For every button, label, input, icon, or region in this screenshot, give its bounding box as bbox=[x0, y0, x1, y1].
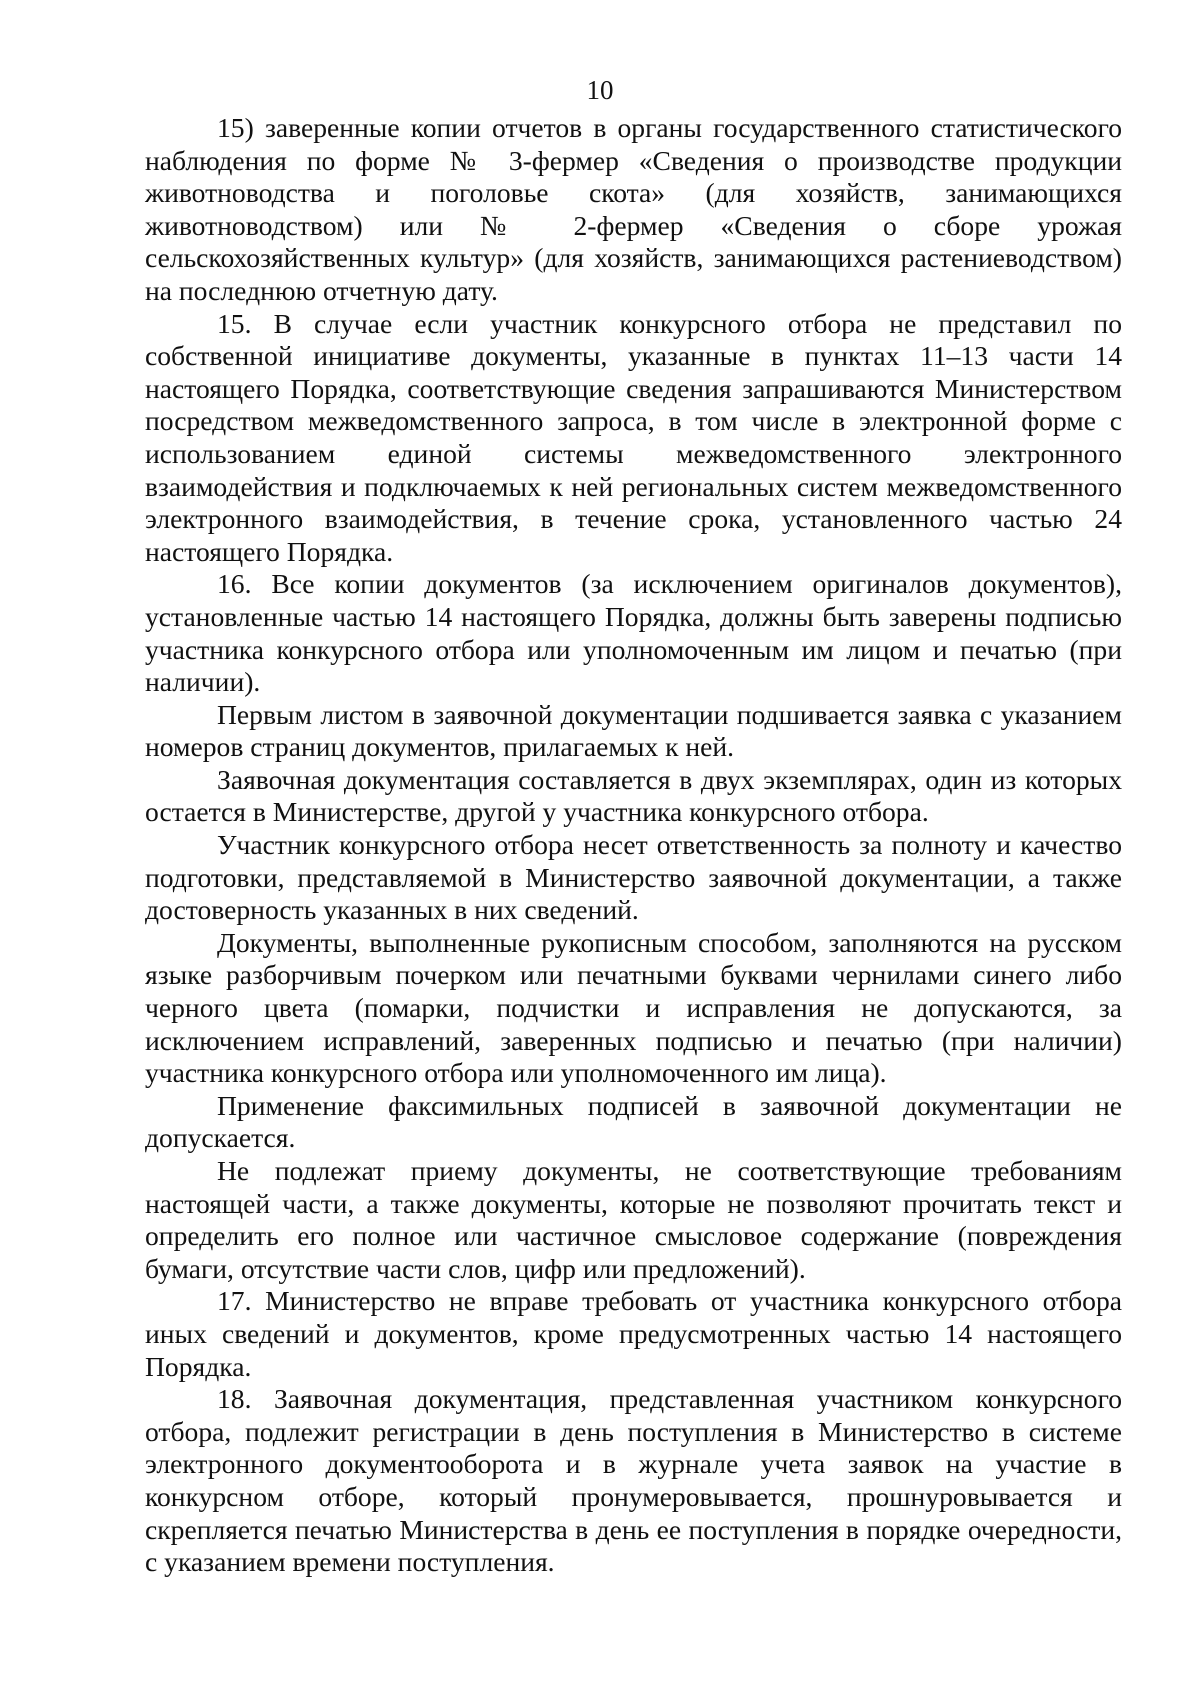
paragraph-handwritten-documents: Документы, выполненные рукописным способом, заполняются на русском языке разборчивым почерком или печатными буквами чернилами синего либо черного цвета (помарки, подчистки и исправления не допускаются, за исключением исправлений, заверенных подписью и печатью (при наличии) участника конкурсного отбора или уполномоченного им лица). bbox=[145, 926, 1122, 1089]
paragraph-responsibility: Участник конкурсного отбора несет ответственность за полноту и качество подготовки, представляемой в Министерство заявочной документации, а также достоверность указанных в них сведений. bbox=[145, 829, 1122, 926]
paragraph-item-15-statistics-reports: 15) заверенные копии отчетов в органы государственного статистического наблюдения по форме № 3-фермер «Сведения о производстве продукции животноводства и поголовье скота» (для хозяйств, занимающихся животноводством) или № 2-фермер «Сведения о сборе урожая сельскохозяйственных культур» (для хозяйств, занимающихся растениеводством) на последнюю отчетную дату. bbox=[145, 112, 1122, 306]
paragraph-section-17: 17. Министерство не вправе требовать от участника конкурсного отбора иных сведений и документов, кроме предусмотренных частью 14 настоящего Порядка. bbox=[145, 1285, 1122, 1382]
paragraph-section-18: 18. Заявочная документация, представленная участником конкурсного отбора, подлежит регистрации в день поступления в Министерство в системе электронного документооборота и в журнале учета заявок на участие в конкурсном отборе, который пронумеровывается, прошнуровывается и скрепляется печатью Министерства в день ее поступления в порядке очередности, с указанием времени поступления. bbox=[145, 1383, 1122, 1578]
paragraph-not-accepted: Не подлежат приему документы, не соответствующие требованиям настоящей части, а также документы, которые не позволяют прочитать текст и определить его полное или частичное смысловое содержание (повреждения бумаги, отсутствие части слов, цифр или предложений). bbox=[145, 1155, 1122, 1284]
paragraph-facsimile: Применение факсимильных подписей в заявочной документации не допускается. bbox=[145, 1089, 1122, 1154]
document-body bbox=[145, 112, 1122, 1579]
paragraph-section-16: 16. Все копии документов (за исключением оригиналов документов), установленные частью 14 настоящего Порядка, должны быть заверены подписью участника конкурсного отбора или уполномоченным им лицом и печатью (при наличии). bbox=[145, 568, 1122, 698]
paragraph-section-15: 15. В случае если участник конкурсного отбора не представил по собственной инициативе документы, указанные в пунктах 11–13 части 14 настоящего Порядка, соответствующие сведения запрашиваются Министерством посредством межведомственного запроса, в том числе в электронной форме с использованием единой системы межведомственного электронного взаимодействия и подключаемых к ней региональных систем межведомственного электронного взаимодействия, в течение срока, установленного частью 24 настоящего Порядка. bbox=[145, 307, 1122, 567]
paragraph-two-copies: Заявочная документация составляется в двух экземплярах, один из которых остается в Министерстве, другой у участника конкурсного отбора. bbox=[145, 763, 1122, 828]
paragraph-first-sheet: Первым листом в заявочной документации подшивается заявка с указанием номеров страниц документов, прилагаемых к ней. bbox=[145, 698, 1122, 763]
page-number: 10 bbox=[586, 75, 614, 105]
